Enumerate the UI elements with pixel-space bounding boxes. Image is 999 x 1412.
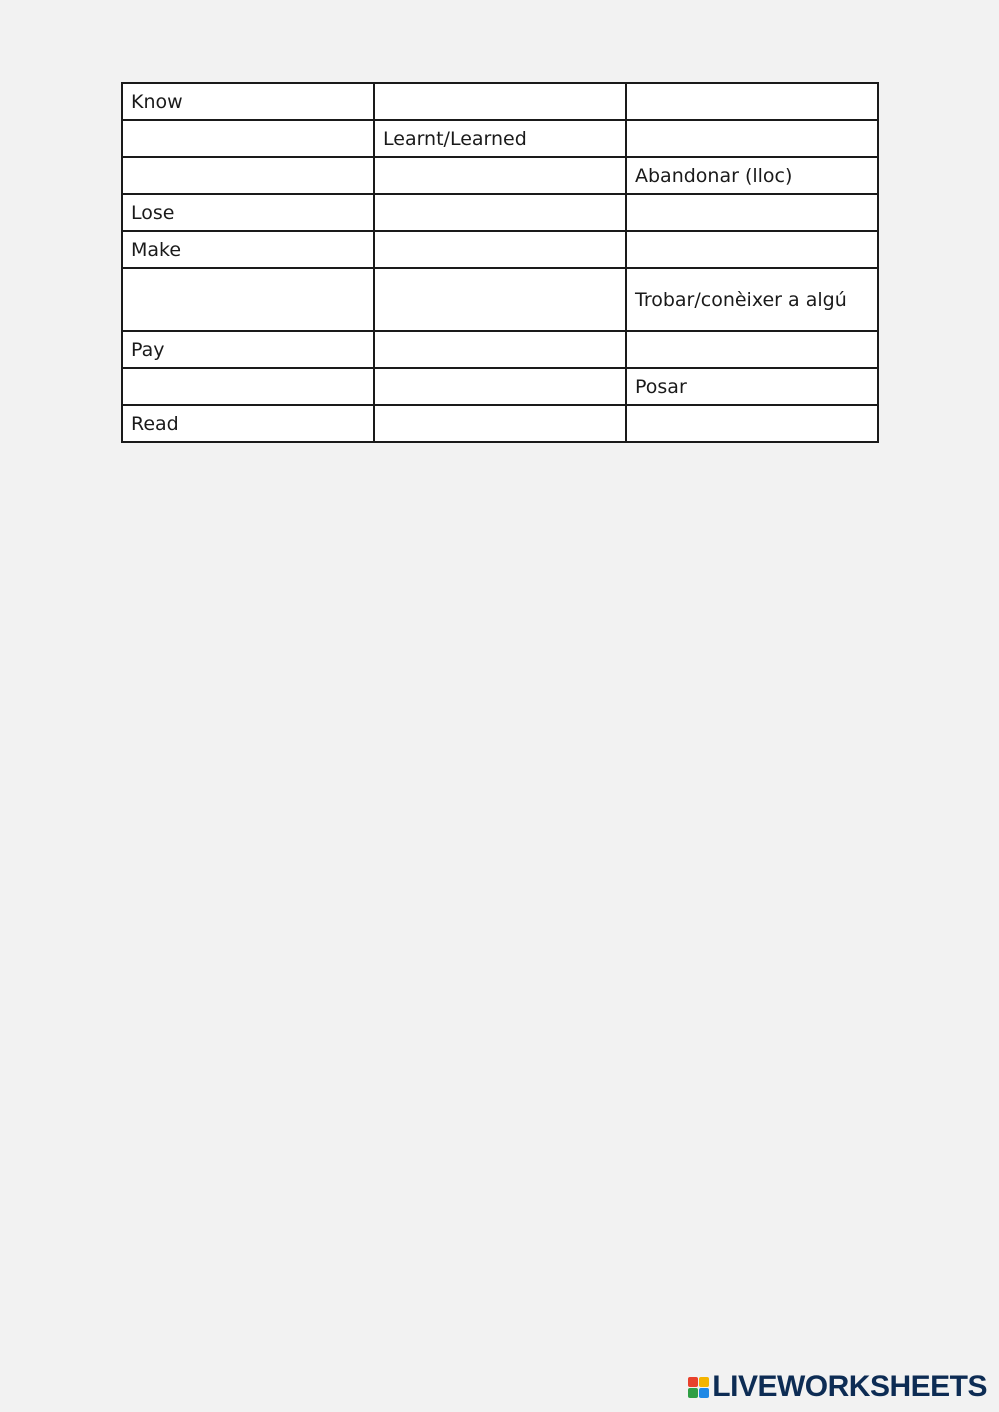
logo-square-red [688,1377,698,1387]
table-row [122,194,878,231]
answer-cell[interactable] [374,83,626,120]
table-row [122,231,878,268]
table-row [122,331,878,368]
logo-square-blue [699,1388,709,1398]
table-row [122,83,878,120]
table-cell: Abandonar (lloc) [626,157,878,194]
table-cell: Make [122,231,374,268]
answer-cell[interactable] [374,194,626,231]
answer-cell[interactable] [374,268,626,331]
answer-cell[interactable] [122,368,374,405]
table-cell: Learnt/Learned [374,120,626,157]
logo-wordmark: LIVEWORKSHEETS [712,1370,987,1403]
table-cell: Read [122,405,374,442]
logo-square-green [688,1388,698,1398]
table-cell: Pay [122,331,374,368]
answer-cell[interactable] [374,405,626,442]
table-cell: Posar [626,368,878,405]
answer-cell[interactable] [626,231,878,268]
liveworksheets-logo [688,1370,987,1404]
logo-square-yellow [699,1377,709,1387]
answer-cell[interactable] [374,331,626,368]
table-cell: Trobar/conèixer a algú [626,268,878,331]
answer-cell[interactable] [374,231,626,268]
table-row [122,268,878,331]
answer-cell[interactable] [122,157,374,194]
verb-table-body [122,83,878,442]
answer-cell[interactable] [122,268,374,331]
answer-cell[interactable] [626,331,878,368]
table-row [122,120,878,157]
answer-cell[interactable] [626,194,878,231]
answer-cell[interactable] [626,83,878,120]
table-row [122,405,878,442]
answer-cell[interactable] [374,157,626,194]
answer-cell[interactable] [626,405,878,442]
verb-table [121,82,879,443]
liveworksheets-logo-icon [688,1377,709,1398]
answer-cell[interactable] [122,120,374,157]
table-cell: Lose [122,194,374,231]
answer-cell[interactable] [626,120,878,157]
table-row [122,157,878,194]
table-row [122,368,878,405]
answer-cell[interactable] [374,368,626,405]
table-cell: Know [122,83,374,120]
